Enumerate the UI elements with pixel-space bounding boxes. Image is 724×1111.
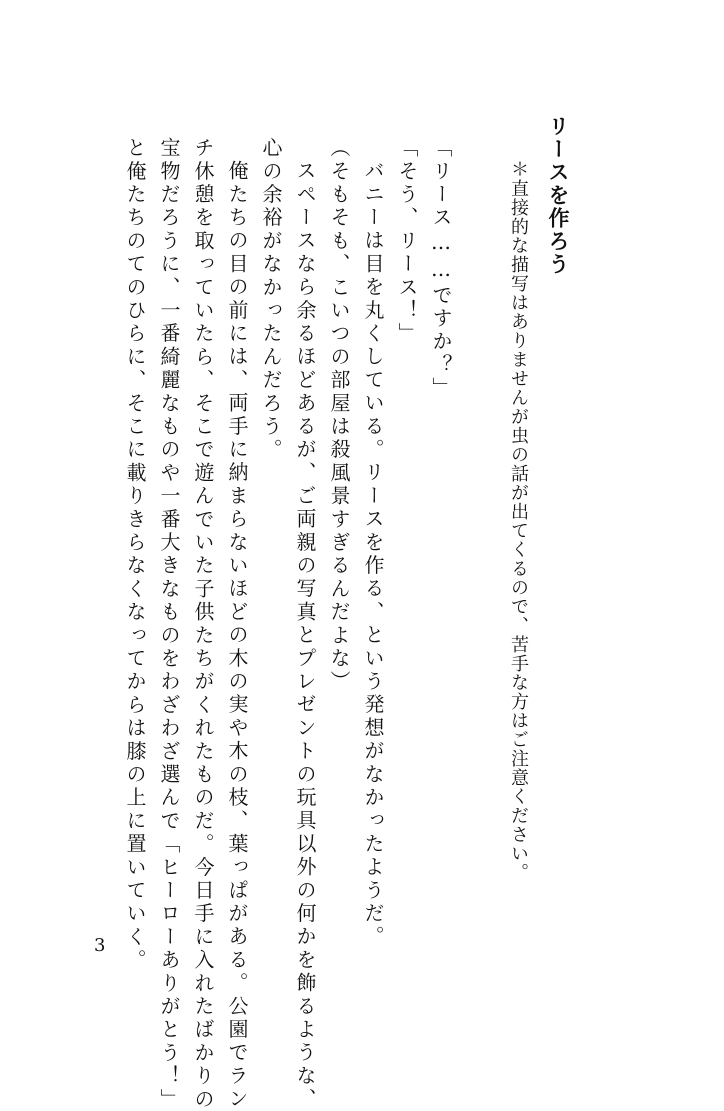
body-line-6: 心の余裕がなかったんだろう。 xyxy=(259,137,283,462)
chapter-title: リースを作ろう xyxy=(546,115,570,276)
page-number: 3 xyxy=(94,935,106,956)
body-line-1: 「リース……ですか？」 xyxy=(429,137,453,401)
body-line-10: と俺たちのてのひらに、そこに載りきらなくなってからは膝の上に置いていく。 xyxy=(123,137,147,973)
body-line-7: 俺たちの目の前には、両手に納まらないほどの木の実や木の枝、葉っぱがある。公園でラン xyxy=(225,160,249,1111)
body-line-4: （そもそも、こいつの部屋は殺風景すぎるんだよな） xyxy=(327,137,351,694)
body-line-5: スペースなら余るほどあるが、ご両親の写真とプレゼントの玩具以外の何かを飾るような、 xyxy=(293,160,317,1111)
content-warning-note: ＊直接的な描写はありませんが虫の話が出てくるので、苦手な方はご注意ください。 xyxy=(508,160,529,882)
body-line-9: 宝物だろうに、一番綺麗なものや一番大きなものをわざわざ選んで「ヒーローありがとう！」 xyxy=(157,137,181,1111)
body-line-8: チ休憩を取っていたら、そこで遊んでいた子供たちがくれたものだ。今日手に入れたばかりの xyxy=(191,137,215,1111)
body-line-3: バニーは目を丸くしている。リースを作る、という発想がなかったようだ。 xyxy=(361,160,385,949)
body-line-2: 「そう、リース！」 xyxy=(395,137,419,346)
